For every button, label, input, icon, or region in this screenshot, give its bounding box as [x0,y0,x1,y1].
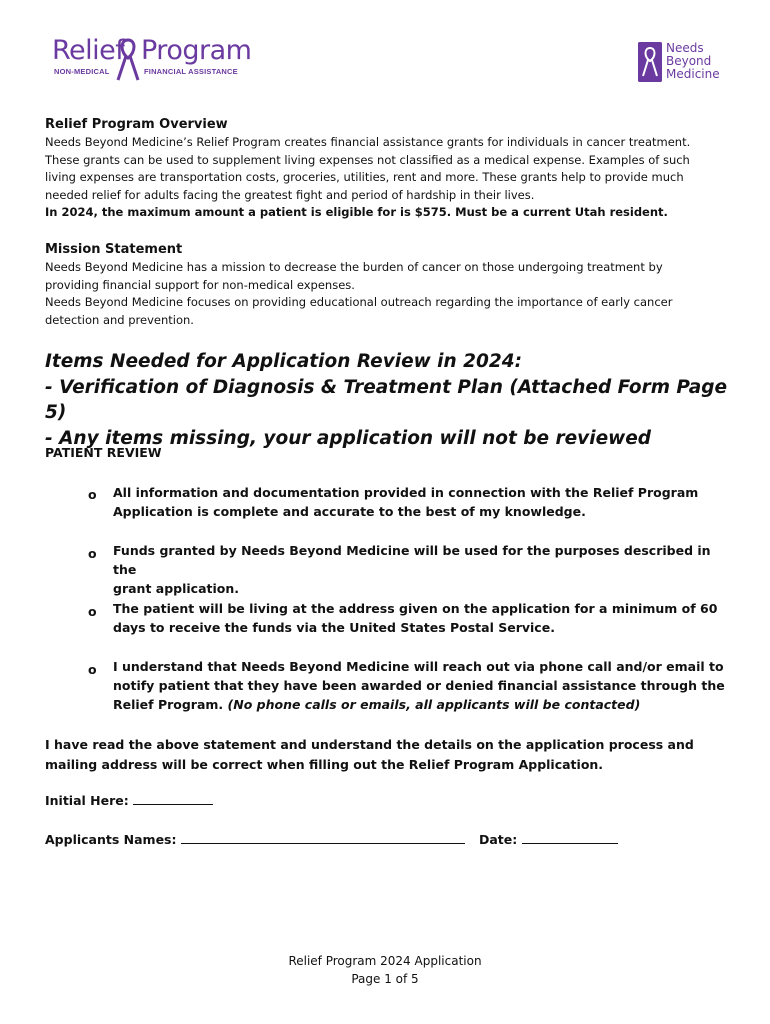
mission-heading: Mission Statement [45,242,183,257]
items-needed-section [45,349,745,451]
logo-subtitle-right: FINANCIAL ASSISTANCE [144,67,238,76]
statement-line: mailing address will be correct when filling out the Relief Program Application. [45,757,604,772]
applicants-field-row [45,832,465,847]
review-item [113,483,733,521]
bullet-marker: o [88,662,97,677]
logo-line-3: Medicine [666,67,720,81]
page-footer [0,952,770,988]
ribbon-icon [114,36,142,82]
overview-line: These grants can be used to supplement living expenses not classified as a medical expense. Examples of such [45,152,690,167]
items-needed-heading: Items Needed for Application Review in 2024: [45,351,523,372]
date-label: Date: [479,832,518,847]
review-item-line: grant application. [113,581,240,596]
mission-line: Needs Beyond Medicine has a mission to decrease the burden of cancer on those undergoing treatment by [45,260,663,274]
review-item-line: Funds granted by Needs Beyond Medicine will be used for the purposes described in the [113,543,711,577]
review-item [113,599,733,637]
review-item-line: All information and documentation provided in connection with the Relief Program [113,485,699,500]
bullet-marker: o [88,604,97,619]
contact-note: (No phone calls or emails, all applicants will be contacted) [227,697,641,712]
statement-line: I have read the above statement and understand the details on the application process and [45,737,694,752]
logo-line-2: Beyond [666,54,712,68]
overview-line: needed relief for adults facing the greatest fight and period of hardship in their lives. [45,187,535,202]
relief-program-logo [52,34,252,82]
page-number: Page 1 of 5 [351,972,419,986]
logo-line-1: Needs [666,41,704,55]
initial-field-row [45,793,213,808]
date-field-row [479,832,618,847]
initial-label: Initial Here: [45,793,129,808]
review-item-line: The patient will be living at the address given on the application for a minimum of 60 [113,601,718,616]
patient-review-heading: PATIENT REVIEW [45,445,162,460]
logo-text [666,42,720,81]
applicants-blank-line[interactable] [181,833,465,844]
overview-line: living expenses are transportation costs, groceries, utilities, rent and more. These grants help to provide much [45,170,684,185]
overview-body [45,134,735,222]
logo-subtitle-left: NON-MEDICAL [54,67,110,76]
review-item-line: days to receive the funds via the United States Postal Service. [113,620,555,635]
logo-word-program: Program [141,35,252,66]
review-item-line: I understand that Needs Beyond Medicine will reach out via phone call and/or email to [113,659,724,674]
ribbon-mark-icon [638,42,662,82]
review-item-line: Application is complete and accurate to the best of my knowledge. [113,504,586,519]
logo-word-relief: Relief [52,35,125,66]
bullet-marker: o [88,487,97,502]
review-item [113,657,733,714]
overview-heading: Relief Program Overview [45,117,228,132]
review-item-line [113,695,733,714]
applicants-label: Applicants Names: [45,832,177,847]
max-amount-notice: In 2024, the maximum amount a patient is eligible for is $575. Must be a current Utah resident. [45,205,668,220]
review-item-plain: Relief Program. [113,697,228,712]
acknowledgement-statement [45,735,745,775]
review-item [113,541,733,598]
mission-body [45,259,735,329]
review-item-line: notify patient that they have been awarded or denied financial assistance through the [113,678,725,693]
items-needed-line: - Any items missing, your application will not be reviewed [45,427,651,449]
mission-section [45,242,735,329]
initial-blank-line[interactable] [133,794,213,805]
footer-title: Relief Program 2024 Application [288,954,482,968]
needs-beyond-medicine-logo [638,42,728,82]
overview-line: Needs Beyond Medicine’s Relief Program creates financial assistance grants for individuals in cancer treatment. [45,135,691,149]
mission-line: providing financial support for non-medical expenses. [45,277,355,292]
bullet-marker: o [88,546,97,561]
overview-section [45,117,735,222]
mission-line: detection and prevention. [45,312,194,327]
date-blank-line[interactable] [522,833,618,844]
mission-line: Needs Beyond Medicine focuses on providing educational outreach regarding the importance of early cancer [45,295,673,310]
items-needed-line: - Verification of Diagnosis & Treatment Plan (Attached Form Page 5) [45,376,728,423]
